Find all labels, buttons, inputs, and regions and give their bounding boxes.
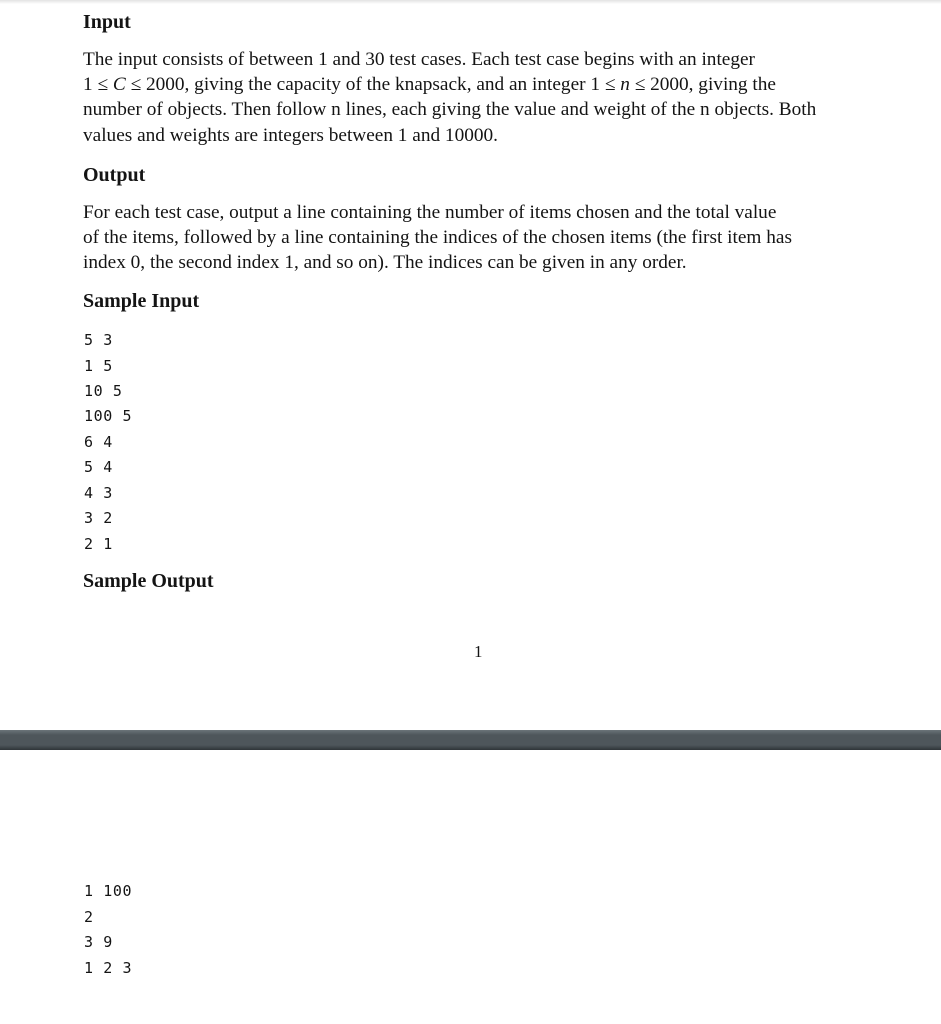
- page-number: 1: [474, 642, 483, 661]
- sample-input-line: 4 3: [84, 484, 113, 502]
- page-2: [0, 750, 941, 1024]
- input-line-1: The input consists of between 1 and 30 test cases. Each test case begins with an integer: [83, 49, 755, 70]
- sample-input-line: 3 2: [84, 509, 113, 527]
- output-line-1: For each test case, output a line containing the number of items chosen and the total value: [83, 202, 777, 223]
- sample-input-line: 2 1: [84, 535, 113, 553]
- sample-output-line: 1 2 3: [84, 959, 133, 977]
- sample-input-line: 1 5: [84, 357, 113, 375]
- sample-input-heading: Sample Input: [83, 290, 200, 312]
- input-heading: Input: [83, 11, 131, 33]
- sample-output-line: 3 9: [84, 933, 113, 951]
- sample-output-heading: Sample Output: [83, 570, 214, 592]
- sample-output-line: 1 100: [84, 882, 133, 900]
- input-line-4: values and weights are integers between 1 and 10000.: [83, 125, 498, 146]
- sample-input-line: 5 4: [84, 458, 113, 476]
- input-line-3: number of objects. Then follow n lines, each giving the value and weight of the n objects. Both: [83, 99, 817, 120]
- output-line-3: index 0, the second index 1, and so on). The indices can be given in any order.: [83, 252, 687, 273]
- sample-input-line: 5 3: [84, 331, 113, 349]
- sample-input-line: 100 5: [84, 407, 133, 425]
- page-separator: [0, 730, 941, 750]
- page-top-shadow: [0, 0, 941, 4]
- sample-input-line: 10 5: [84, 382, 123, 400]
- sample-input-line: 6 4: [84, 433, 113, 451]
- sample-output-line: 2: [84, 908, 94, 926]
- output-heading: Output: [83, 164, 146, 186]
- output-line-2: of the items, followed by a line containing the indices of the chosen items (the first item has: [83, 227, 792, 248]
- input-line-2: 1 ≤ C ≤ 2000, giving the capacity of the knapsack, and an integer 1 ≤ n ≤ 2000, giving the: [83, 74, 776, 95]
